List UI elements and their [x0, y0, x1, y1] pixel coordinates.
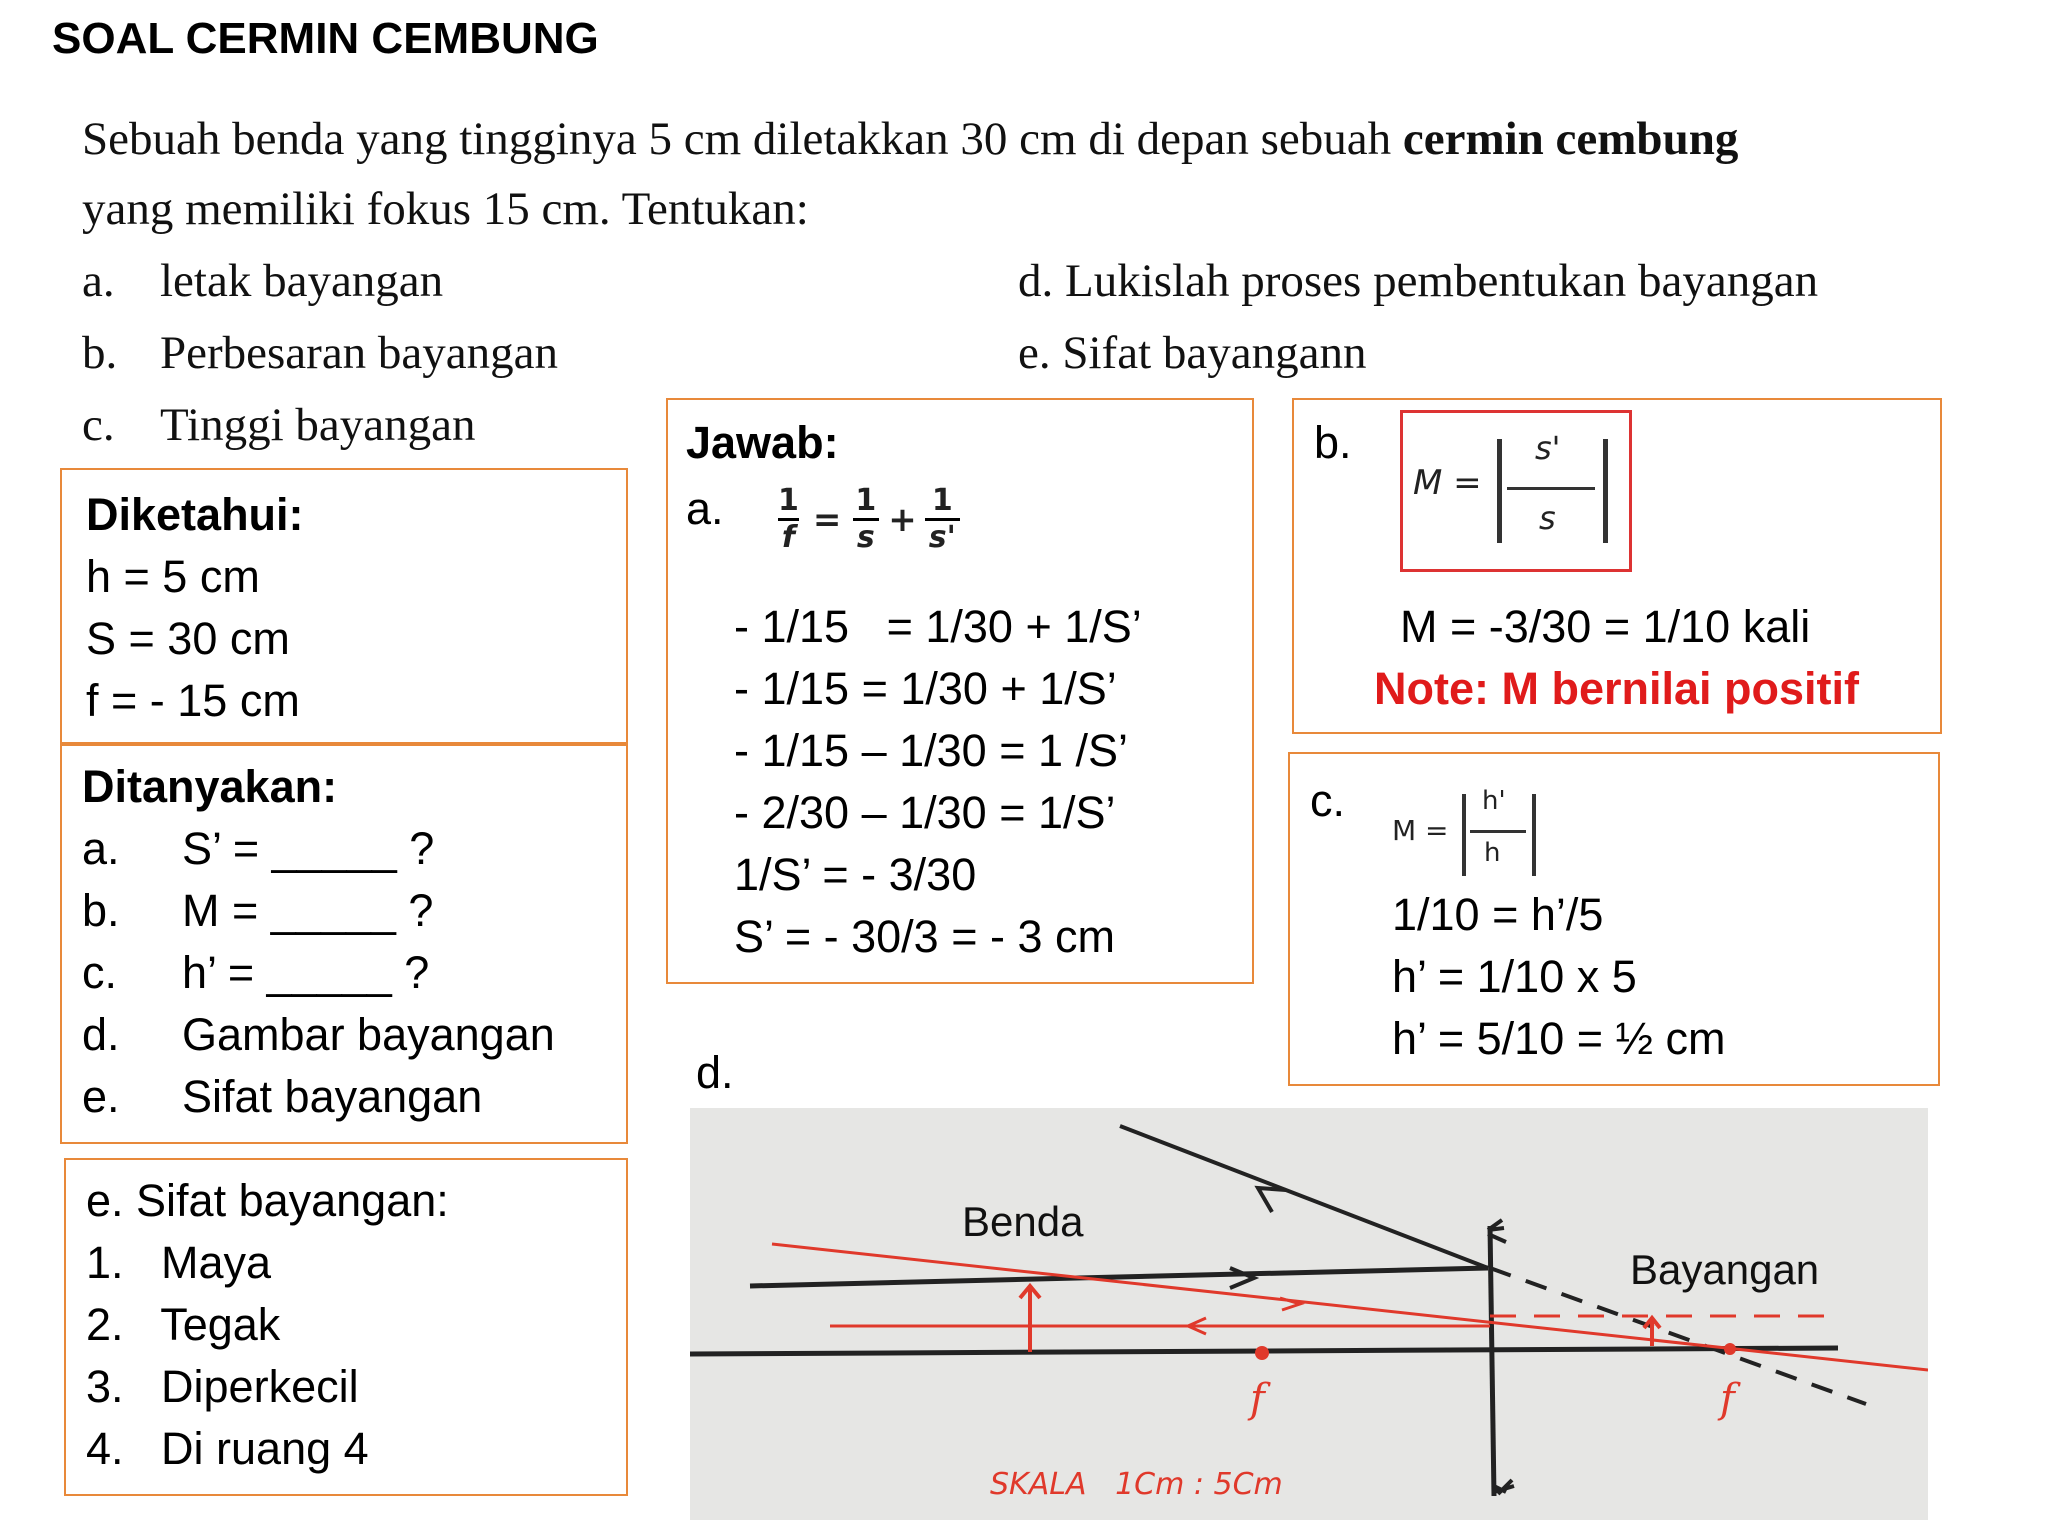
asked-mark-d: d. [82, 1009, 120, 1060]
part-a-mark: a. [686, 483, 724, 534]
label-focus-left: f [1250, 1376, 1265, 1422]
answer-step-6: S’ = - 30/3 = - 3 cm [734, 911, 1115, 962]
formula-num-s: 1 [855, 483, 877, 518]
formula-den-f: f [778, 518, 799, 555]
part-c-mark: c. [1310, 775, 1346, 826]
ray-diagram [690, 1108, 1928, 1520]
label-focus-right: f [1720, 1376, 1735, 1422]
ray-diagram-photo [690, 1108, 1928, 1520]
sifat-item-2: 2. Tegak [86, 1299, 281, 1350]
height-formula-den: h [1484, 838, 1501, 868]
mag-formula-m: M = [1413, 463, 1482, 503]
height-step-3: h’ = 5/10 = ½ cm [1392, 1013, 1726, 1064]
height-step-2: h’ = 1/10 x 5 [1392, 951, 1637, 1002]
ditanyakan-heading: Ditanyakan: [82, 761, 338, 812]
abs-bar-left [1497, 439, 1502, 543]
answer-step-2: - 1/15 = 1/30 + 1/S’ [734, 663, 1117, 714]
problem-line-1 [82, 104, 1738, 174]
asked-item-e [82, 1066, 482, 1128]
sifat-heading: e. Sifat bayangan: [86, 1175, 449, 1226]
height-formula-num: h' [1482, 786, 1506, 816]
problem-line-1-text: Sebuah benda yang tingginya 5 cm diletakkan 30 cm di depan sebuah [82, 113, 1403, 165]
formula-frac-s [851, 484, 880, 555]
formula-frac-f [774, 484, 803, 555]
magnification-note: Note: M bernilai positif [1374, 663, 1860, 714]
known-focus: f = - 15 cm [86, 675, 300, 726]
mag-formula-den: s [1539, 499, 1556, 537]
answer-step-5: 1/S’ = - 3/30 [734, 849, 977, 900]
question-mark-c: c. [82, 399, 115, 451]
question-item-b [82, 318, 558, 388]
problem-line-1-bold: cermin cembung [1402, 113, 1739, 165]
part-c-box [1288, 752, 1940, 1086]
sifat-item-4: 4. Di ruang 4 [86, 1423, 369, 1474]
focus-point-left [1255, 1346, 1269, 1360]
question-text-a: letak bayangan [160, 255, 444, 307]
asked-text-e: Sifat bayangan [182, 1071, 483, 1122]
formula-plus: + [888, 499, 917, 540]
asked-text-a: S’ = _____ ? [182, 823, 435, 874]
asked-item-c [82, 942, 429, 1004]
asked-mark-e: e. [82, 1071, 120, 1122]
asked-item-d [82, 1004, 555, 1066]
answer-step-1: - 1/15 = 1/30 + 1/S’ [734, 601, 1142, 652]
diketahui-heading: Diketahui: [86, 489, 304, 540]
formula-equals: = [812, 499, 842, 540]
mag-formula-num: s' [1535, 429, 1561, 467]
known-distance: S = 30 cm [86, 613, 290, 664]
lens-formula [768, 484, 966, 555]
height-formula-m: M = [1392, 814, 1449, 847]
question-item-c [82, 390, 476, 460]
asked-item-b [82, 880, 433, 942]
asked-text-b: M = _____ ? [182, 885, 434, 936]
part-b-mark: b. [1314, 417, 1352, 468]
incident-ray-arrow [1230, 1268, 1254, 1288]
magnification-result: M = -3/30 = 1/10 kali [1400, 601, 1811, 652]
diketahui-box [60, 468, 628, 744]
asked-mark-c: c. [82, 947, 118, 998]
reflected-ray-arrow [1258, 1188, 1286, 1212]
abs-bar-right [1603, 439, 1608, 543]
reflected-ray [1120, 1126, 1488, 1268]
mirror-bottom-hatch [1494, 1480, 1514, 1494]
asked-mark-b: b. [82, 885, 120, 936]
question-mark-b: b. [82, 327, 118, 379]
height-step-1: 1/10 = h’/5 [1392, 889, 1604, 940]
height-abs-bar-right [1532, 794, 1536, 876]
label-benda: Benda [962, 1198, 1084, 1245]
height-fraction-bar [1470, 830, 1526, 833]
magnification-formula [1400, 410, 1632, 572]
asked-text-c: h’ = _____ ? [182, 947, 430, 998]
asked-item-a [82, 818, 434, 880]
formula-den-sprime: s' [925, 518, 960, 555]
question-item-d: d. Lukislah proses pembentukan bayangan [1018, 255, 1819, 307]
formula-den-s: s [853, 518, 879, 555]
jawab-heading: Jawab: [686, 417, 839, 468]
known-height: h = 5 cm [86, 551, 260, 602]
ditanyakan-box [60, 744, 628, 1144]
formula-num-sprime: 1 [931, 483, 953, 518]
sifat-item-3: 3. Diperkecil [86, 1361, 359, 1412]
height-ratio-formula [1392, 778, 1552, 890]
label-bayangan: Bayangan [1630, 1246, 1820, 1293]
part-d-mark: d. [696, 1047, 734, 1098]
part-b-box [1292, 398, 1942, 734]
question-text-c: Tinggi bayangan [160, 399, 476, 451]
focus-point-right [1724, 1343, 1736, 1355]
page-title: SOAL CERMIN CEMBUNG [52, 14, 599, 63]
asked-mark-a: a. [82, 823, 120, 874]
height-abs-bar-left [1462, 794, 1466, 876]
question-item-e: e. Sifat bayangann [1018, 327, 1367, 379]
answer-step-4: - 2/30 – 1/30 = 1/S’ [734, 787, 1116, 838]
label-scale: SKALA 1Cm : 5Cm [990, 1467, 1283, 1502]
question-item-a [82, 246, 443, 316]
formula-num-f: 1 [778, 483, 799, 518]
jawab-box [666, 398, 1254, 984]
question-text-b: Perbesaran bayangan [160, 327, 559, 379]
mag-fraction-bar [1507, 487, 1595, 490]
sifat-box [64, 1158, 628, 1496]
answer-step-3: - 1/15 – 1/30 = 1 /S’ [734, 725, 1129, 776]
asked-text-d: Gambar bayangan [182, 1009, 555, 1060]
question-mark-a: a. [82, 255, 115, 307]
sifat-item-1: 1. Maya [86, 1237, 272, 1288]
problem-line-2: yang memiliki fokus 15 cm. Tentukan: [82, 183, 809, 235]
formula-frac-sprime [925, 484, 960, 555]
